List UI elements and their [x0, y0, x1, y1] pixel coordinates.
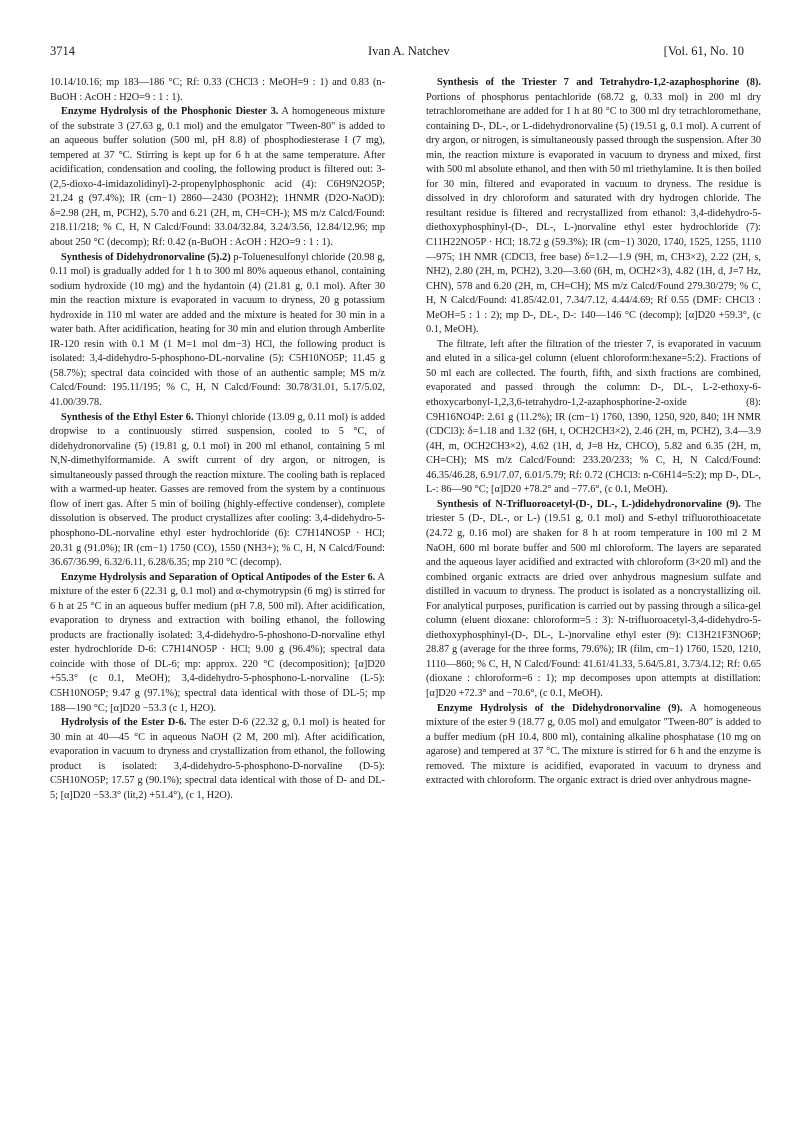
section-heading: Enzyme Hydrolysis of the Phosphonic Diester 3.	[61, 106, 279, 118]
paragraph-text: Portions of phosphorus pentachloride (68.72 g, 0.33 mol) in 200 ml dry tetrachloromethane are added for 1 h at 80 °C to 300 ml dry tetrachloromethane, containing D-, DL-, or L-didehydronorvaline (5) (19.51 g, 0.1 mol). A current of dry argon, or nitrogen, is simultaneously passed through the suspension. After 30 min, the reaction mixture is evaporated in vacuum to dryness and mixed, first with 500 ml absolute ethanol, and then with 50 ml triethylamine. It is then boiled for 30 min, filtered and evaporated in vacuum to dryness. The residue is dissolved in dry chloroform and saturated with dry hydrogen chloride. The resultant residue is filtered and recrystallized from ethanol: 3,4-didehydro-5-diethoxyphosphinyl-(D-, DL-, L-)norvaline ethyl ester hydrochloride (7): C11H22NO5P · HCl; 18.72 g (59.3%); IR (cm−1) 3020, 1740, 1525, 1255, 1110—975; 1H NMR (CDCl3, free base) δ=1.2—1.9 (9H, m, CH3×2), 2.22 (2H, s, NH2), 2.80 (2H, m, PCH2), 3.20—3.60 (6H, m, OCH2×3), 4.82 (1H, d, J=7 Hz, CHN), 578 and 6.20 (2H, m, CH=CH); MS m/z Calcd/Found 279.30/279; % C, H, N Calcd/Found: 41.85/42.01, 7.34/7.12, 4.44/4.69; Rf 0.55 (DMF: CHCl3 : MeOH=5 : 1 : 2); mp D-, DL-, D-: 140—146 °C (decomp); [α]D20 +59.3°, (c 0.1, MeOH).	[426, 91, 761, 336]
paragraph-text: A mixture of the ester 6 (22.31 g, 0.1 mol) and α-chymotrypsin (6 mg) is stirred for 6 h at 25 °C in an aqueous buffer medium (pH 7.8, 500 ml). After acidification, evaporation to dryness and extraction with boiling ethanol, the following products are fractionally isolated: 3,4-didehydro-5-phoshono-D-norvaline ethyl ester hydrochloride D-6: C7H14NO5P · HCl; 9.00 g (96.4%); spectral data coincide with those of DL-6; mp: approx. 220 °C (decomposition); [α]D20 +55.3° (c 0.1, MeOH); 3,4-didehydro-5-phosphono-L-norvaline (L-5): C5H10NO5P; 9.47 g (97.1%); spectral data identical with those of DL-5; mp 188—190 °C; [α]D20 −53.3 (c 1, H2O).	[50, 571, 385, 714]
paragraph	[50, 251, 385, 411]
paragraph	[50, 411, 385, 571]
paragraph-text: The ester D-6 (22.32 g, 0.1 mol) is heated for 30 min at 40—45 °C in aqueous NaOH (2 M, 200 ml). After acidification, evaporation in vacuum to dryness and crystallization from ethanol, the following product is isolated: 3,4-didehydro-5-phosphono-D-norvaline (D-5): C5H10NO5P; 17.57 g (90.1%); spectral data identical with those of D- and DL-5; [α]D20 −53.3° (lit,2) +51.4°), (c 1, H2O).	[50, 717, 385, 801]
running-header	[50, 44, 744, 62]
section-heading: Hydrolysis of the Ester D-6.	[61, 717, 187, 729]
paragraph-text: A homogeneous mixture of the ester 9 (18.77 g, 0.05 mol) and emulgator "Tween-80" is added to a buffer medium (pH 10.4, 800 ml), containing alkaline phosphatase (10 mg on agarose) and tempered at 37 °C. The mixture is stirred for 6 h and the enzyme is removed. The mixture is acidified, evaporated in vacuum to dryness and extracted with chloroform. The organic extract is dried over anhydrous magne-	[426, 702, 761, 787]
running-author: Ivan A. Natchev	[368, 44, 450, 58]
paragraph-text: 10.14/10.16; mp 183—186 °C; Rf: 0.33 (CHCl3 : MeOH=9 : 1) and 0.83 (n-BuOH : AcOH : H2O=9 : 1 : 1).	[50, 77, 385, 103]
paragraph	[426, 338, 761, 498]
paragraph	[426, 702, 761, 789]
paragraph-text: A homogeneous mixture of the substrate 3 (27.63 g, 0.1 mol) and the emulgator "Tween-80" is added to an aqueous buffer solution (500 ml, pH 8.8) of phosphodiesterase I (7 mg), tempered at 37 °C. Stirring is kept up for 6 h at the same temperature. After acidification, condensation and cooling, the following product is filtered out: 3-(2,5-dioxo-4-imidazolidinyl)-2-propenylphosphonic acid (4): C6H9N2O5P; 21.24 g (97.4%); IR (cm−1) 2860—2430 (PO3H2); 1HNMR (D2O-NaOD): δ=2.98 (2H, m, PCH2), 5.70 and 6.21 (2H, m, CH=CH-); MS m/z Calcd/Found: 218.11/218; % C, H, N Calcd/Found: 33.04/32.84, 3.24/3.56, 12.84/12.96; mp about 250 °C (decomp); Rf: 0.42 (n-BuOH : AcOH : H2O=9 : 1 : 1).	[50, 106, 385, 249]
paragraph-text: The triester 5 (D-, DL-, or L-) (19.51 g, 0.1 mol) and S-ethyl trifluorothioacetate (24.72 g, 0.16 mol) are shaken for 8 h at room temperature in 100 ml 2 M NaOH, 600 ml borate buffer and 500 ml chloroform. The layers are separated and the aqueous layer acidified and extracted with chloroform (3×20 ml) and the combined organic extracts are dried over anhydrous magnesium sulfate and distilled in vacuum to dryness. The product is isolated as a noncrystallizing oil. For analytical purposes, purification is carried out by passing through a silica-gel column (eluent dioxane: chloroform=5 : 3): N-trifluoroacetyl-3,4-didehydro-5-diethoxyphosphinyl-(D-, DL-, L-)norvaline ethyl ester (9): C13H21F3NO6P; 28.87 g (average for the three forms, 79.6%); IR (film, cm−1) 1760, 1520, 1210, 1110—860; % C, H, N Calcd/Found: 41.61/41.33, 5.64/5.81, 3.73/4.12; Rf: 0.65 (dioxane : chloroform=6 : 1); mp decomposes upon attempts at distillation: [α]D20 +72.3° and −70.6°, (c 0.1, MeOH).	[426, 498, 762, 699]
paragraph-text: Thionyl chloride (13.09 g, 0.11 mol) is added dropwise to a continuously stirred suspension, cooled to 5 °C, of didehydronorvaline (5) (19.81 g, 0.1 mol) in 200 ml ethanol, containing 5 ml N,N-dimethylformamide. A swift current of dry argon, or nitrogen, is simultaneously passed through the reaction mixture. The cooling bath is replaced with a warmed-up heater. Gasses are removed from the system by a continuous flow of inert gas. After 5 min of boiling (highly-effective condenser), complete dissolution is observed. The product crystallizes after cooling: 3,4-didehydro-5-phosphono-DL-norvaline ethyl ester hydrochloride (6): C7H14NO5P · HCl; 20.31 g (91.0%); IR (cm−1) 1750 (CO), 1550 (NH3+); % C, H, N Calcd/Found: 36.67/36.99, 6.32/6.11, 6.28/6.35; mp 210 °C (decomp).	[50, 411, 385, 569]
section-heading: Enzyme Hydrolysis of the Didehydronorvaline (9).	[437, 702, 683, 714]
paragraph	[50, 105, 385, 250]
paragraph-text: p-Toluenesulfonyl chloride (20.98 g, 0.11 mol) is gradually added for 1 h to 300 ml 80% aqueous ethanol, containing sodium hydroxide (10 mg) and the hydantoin (4) (21.81 g, 0.1 mol). After 30 min the reaction mixture is evaporated in vacuum to dryness, 20 g potassium hydroxide in 110 ml water are added and the mixture is heated for 30 min in a water bath. After acidification, heating for 30 min and elution through Amberlite IR-120 resin with 0.1 M (1 M=1 mol dm−3) HCl, the following product is isolated: 3,4-didehydro-5-phosphono-DL-norvaline (5): C5H10NO5P; 11.45 g (58.7%); spectral data coincided with those of an authentic sample; MS m/z Calcd/Found: 195.11/195; % C, H, N Calcd/Found: 30.78/31.01, 5.17/5.02, 41.00/39.78.	[50, 251, 386, 409]
journal-volume: [Vol. 61, No. 10	[663, 44, 744, 58]
section-heading: Synthesis of the Triester 7 and Tetrahydro-1,2-azaphosphorine (8).	[437, 77, 761, 88]
paragraph	[50, 571, 385, 716]
paragraph	[50, 716, 385, 803]
paragraph	[426, 76, 761, 338]
section-heading: Synthesis of Didehydronorvaline (5).2)	[61, 251, 231, 263]
page-number: 3714	[50, 44, 75, 58]
section-heading: Synthesis of N-Trifluoroacetyl-(D-, DL-, L-)didehydronorvaline (9).	[437, 498, 741, 510]
right-column	[426, 76, 761, 789]
paragraph-text: The filtrate, left after the filtration of the triester 7, is evaporated in vacuum and eluted in a silica-gel column (eluent chloroform:hexane=5:2). Fractions of 50 ml each are collected. The fourth, fifth, and sixth fractions are combined, evaporated and passed through the column: D-, DL-, L-2-ethoxy-6-ethoxycarbonyl-1,2,3,6-tetrahydro-1,2-azaphosphorine-2-oxide (8): C9H16NO4P: 2.61 g (11.2%); IR (cm−1) 1760, 1390, 1250, 920, 840; 1H NMR (CDCl3): δ=1.18 and 1.32 (6H, t, OCH2CH3×2), 2.46 (2H, m, PCH2), 3.4—3.9 (4H, m, OCH2CH3×2), 4.62 (1H, d, J=8 Hz, CHCO), 5.82 and 6.35 (2H, m, CH=CH); MS m/z Calcd/Found: 233.20/233; % C, H, N Calcd/Found: 46.35/46.28, 6.91/7.07, 6.01/5.79; Rf: 0.72 (CHCl3: n-C6H14=5:2); mp D-, DL-, L-: 86—90 °C; [α]D20 +78.2° and −77.6°, (c 0.1, MeOH).	[426, 338, 761, 496]
section-heading: Enzyme Hydrolysis and Separation of Optical Antipodes of the Ester 6.	[61, 571, 376, 583]
paragraph	[50, 76, 385, 105]
paragraph	[426, 498, 761, 702]
section-heading: Synthesis of the Ethyl Ester 6.	[61, 411, 194, 423]
left-column	[50, 76, 385, 803]
